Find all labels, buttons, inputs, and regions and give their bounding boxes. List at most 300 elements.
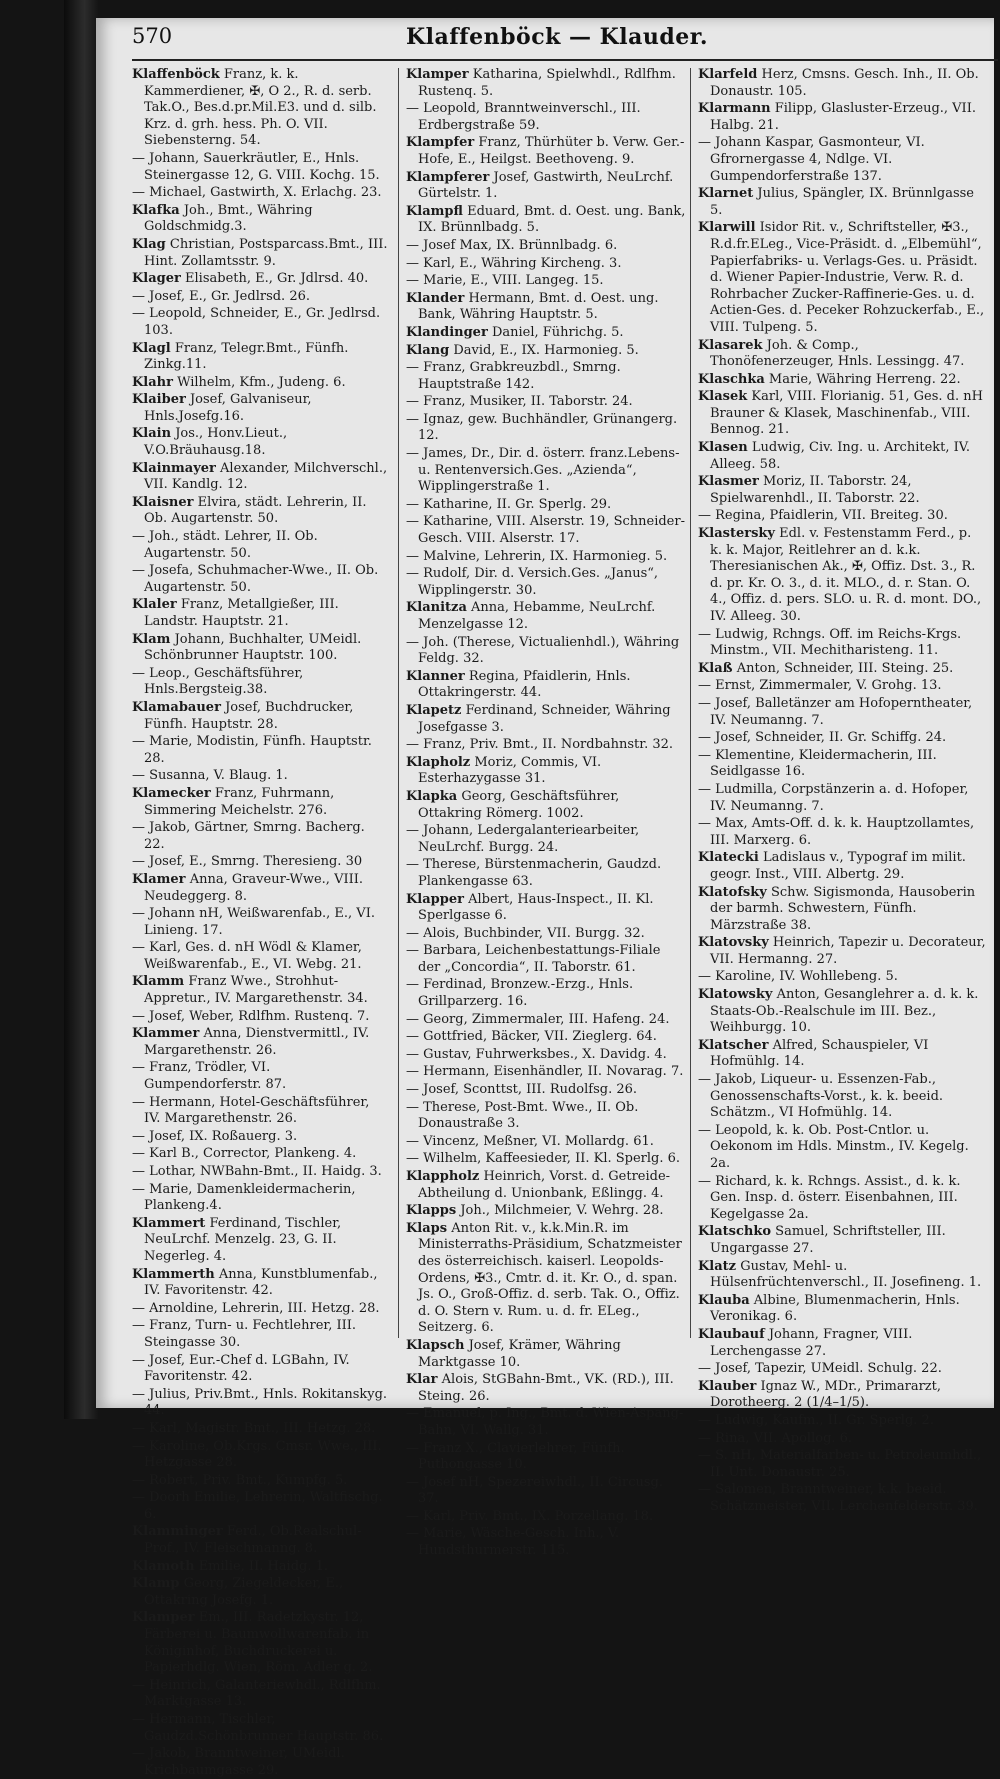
entry-surname: Klammert [132, 1215, 206, 1231]
directory-entry [698, 526, 986, 626]
directory-entry [132, 940, 388, 973]
directory-entry [132, 1353, 388, 1386]
entry-details: — Ludwig, Kaufm., II. Gr. Sperlg. 2. [698, 1412, 934, 1428]
directory-entry [132, 1095, 388, 1128]
entry-details: — Karl, Priv. Bmt., IX. Porzellang. 18. [406, 1508, 654, 1524]
entry-details: — Jakob, Branntweiner, UMeidl. Krichbaumgasse 29. [132, 1746, 345, 1778]
entry-details: Heinrich, Tapezir u. Decorateur, VII. Hermanng. 27. [710, 935, 986, 967]
directory-entry [698, 1448, 986, 1481]
directory-entry [698, 1327, 986, 1360]
entry-details: — Vincenz, Meßner, VI. Mollardg. 61. [406, 1133, 654, 1149]
entry-surname: Klagl [132, 340, 171, 356]
directory-entry [698, 987, 986, 1037]
entry-surname: Klauba [698, 1292, 750, 1308]
directory-entry [406, 394, 686, 411]
entry-details: — Doorh Emilie, Lehrerin, Waltfischg. 6. [132, 1490, 383, 1522]
entry-details: Franz, Telegr.Bmt., Fünfh. Zinkg.11. [144, 340, 349, 373]
entry-details: — Josef, Schneider, II. Gr. Schiffg. 24. [698, 730, 947, 746]
entry-details: — Marie, Wäsche-Gesch. Inh., V. Hundsthurmerstr. 115. [406, 1526, 620, 1559]
entry-surname: Klar [406, 1372, 438, 1388]
entry-details: — Jakob, Liqueur- u. Essenzen-Fab., Genossenschafts-Vorst., k. k. beeid. Schätzm., VI Hofmühlg. 14. [698, 1072, 944, 1121]
directory-entry [406, 514, 686, 547]
entry-surname: Klasarek [698, 337, 763, 353]
directory-entry [698, 678, 986, 695]
entry-details: Daniel, Führichg. 5. [491, 324, 624, 340]
entry-details: Anna, Kunstblumenfab., IV. Favoritenstr. 42. [144, 1266, 378, 1299]
directory-entry [698, 850, 986, 883]
entry-details: Eduard, Bmt. d. Oest. ung. Bank, IX. Brünnlbadg. 5. [418, 203, 686, 236]
entry-details: Julius, Spängler, IX. Brünnlgasse 5. [710, 186, 974, 218]
entry-details: Josef, Krämer, Währing Marktgasse 10. [418, 1337, 621, 1370]
entry-details: — Karl, Ges. d. nH Wödl & Klamer, Weißwarenfab., E., VI. Webg. 21. [132, 940, 362, 972]
column-3 [698, 67, 986, 1514]
entry-details: — Marie, E., VIII. Langeg. 15. [406, 273, 604, 289]
directory-entry [406, 1441, 686, 1474]
entry-details: Josef, Buchdrucker, Fünfh. Hauptstr. 28. [144, 699, 354, 732]
entry-details: Schw. Sigismonda, Hausoberin der barmh. Schwestern, Fünfh. Märzstraße 38. [710, 884, 976, 933]
directory-entry [698, 1123, 986, 1173]
entry-details: — Barbara, Leichenbestattungs-Filiale der „Concordia“, II. Taborstr. 61. [406, 943, 661, 975]
directory-entry [132, 1060, 388, 1093]
entry-details: — Karl B., Corrector, Plankeng. 4. [132, 1146, 357, 1162]
directory-entry [406, 1082, 686, 1099]
directory-entry [132, 151, 388, 184]
directory-entry [406, 1100, 686, 1133]
directory-entry [132, 820, 388, 853]
entry-details: — Johann nH, Weißwarenfab., E., VI. Linieng. 17. [132, 906, 375, 938]
entry-details: Georg, Geschäftsführer, Ottakring Römerg. 1002. [418, 788, 620, 821]
directory-entry [132, 185, 388, 202]
directory-entry [132, 1318, 388, 1351]
directory-entry [406, 892, 686, 925]
entry-surname: Klaiber [132, 392, 186, 408]
entry-surname: Klasek [698, 389, 748, 405]
page-number: 570 [132, 24, 173, 48]
directory-entry [406, 1475, 686, 1508]
directory-entry [698, 627, 986, 660]
entry-details: — Therese, Bürstenmacherin, Gaudzd. Plankengasse 63. [406, 857, 662, 889]
entry-details: — Katharine, VIII. Alserstr. 19, Schneider-Gesch. VIII. Alserstr. 17. [406, 514, 685, 547]
entry-details: — Malvine, Lehrerin, IX. Harmonieg. 5. [406, 548, 668, 564]
directory-entry [132, 1490, 388, 1523]
directory-entry [406, 600, 686, 633]
entry-surname: Klahr [132, 374, 173, 390]
directory-entry [132, 289, 388, 306]
directory-entry [406, 1012, 686, 1029]
column-1 [132, 67, 388, 1778]
directory-entry [406, 101, 686, 134]
entry-surname: Klastersky [698, 526, 775, 542]
entry-details: Regina, Pfaidlerin, Hnls. Ottakringerstr. 44. [418, 668, 631, 701]
directory-entry [698, 135, 986, 185]
entry-surname: Klamp [132, 1576, 180, 1592]
entry-details: Elvira, städt. Lehrerin, II. Ob. Augartenstr. 50. [144, 494, 367, 527]
entry-details: — Johann, Ledergalanteriearbeiter, NeuLrchf. Burgg. 24. [406, 823, 640, 855]
entry-details: Franz, k. k. Kammerdiener, ✠, O 2., R. d. serb. Tak.O., Bes.d.pr.Mil.E3. und d. silb. Krz. d. grh. hess. Ph. O. VII. Siebensterng. 54. [144, 67, 377, 149]
entry-details: Ludwig, Civ. Ing. u. Architekt, IV. Alleeg. 58. [710, 440, 971, 472]
directory-entry [698, 748, 986, 781]
entry-details: Wilhelm, Kfm., Judeng. 6. [177, 374, 346, 390]
directory-entry [132, 1164, 388, 1181]
entry-details: Josef, Gastwirth, NeuLrchf. Gürtelstr. 1. [418, 169, 674, 202]
directory-entry [698, 508, 986, 525]
entry-details: Joh. & Comp., Thonöfenerzeuger, Hnls. Lessingg. 47. [710, 337, 965, 370]
entry-surname: Klapetz [406, 702, 462, 718]
directory-entry [132, 237, 388, 270]
entry-details: — Franz, Musiker, II. Taborstr. 24. [406, 394, 633, 410]
directory-entry [132, 529, 388, 562]
directory-entry [132, 426, 388, 459]
directory-entry [406, 1221, 686, 1337]
directory-entry [406, 1406, 686, 1439]
entry-details: — Alois, Buchbinder, VII. Burgg. 32. [406, 925, 645, 941]
entry-surname: Klampferer [406, 169, 490, 185]
entry-details: — Susanna, V. Blaug. 1. [132, 768, 288, 784]
entry-details: Karl, VIII. Florianig. 51, Ges. d. nH Brauner & Klasek, Maschinenfab., VIII. Bennog. 21. [710, 389, 983, 438]
entry-details: Anton Rit. v., k.k.Min.R. im Ministerraths-Präsidium, Schatzmeister des österreichisch. kaiserl. Leopolds-Ordens, ✠3., Cmtr. d. it. Kr. O., d. span. Js. O., Groß-Offiz. d. serb. Tak. O., Offiz. d. O. Stern v. Rum. u. d. fr. ELeg., Seitzerg. 6. [418, 1220, 682, 1336]
entry-surname: Klapsch [406, 1337, 465, 1353]
directory-entry [698, 372, 986, 389]
directory-entry [132, 461, 388, 494]
directory-entry [698, 440, 986, 473]
directory-entry [406, 823, 686, 856]
entry-details: — Josef, IX. Roßauerg. 3. [132, 1128, 298, 1144]
entry-details: — Robert, Priv. Bmt., Kumpfg. 5. [132, 1472, 348, 1488]
entry-details: — Karl, E., Währing Kircheng. 3. [406, 255, 622, 271]
directory-entry [132, 1267, 388, 1300]
entry-details: — Marie, Damenkleidermacherin, Plankeng.4. [132, 1181, 356, 1214]
entry-details: Ferdinand, Tischler, NeuLrchf. Menzelg. 23, G. II. Negerleg. 4. [144, 1215, 342, 1264]
entry-details: Jos., Honv.Lieut., V.O.Bräuhausg.18. [144, 426, 288, 459]
entry-surname: Klaisner [132, 494, 194, 510]
entry-details: Joh., Bmt., Währing Goldschmidg.3. [144, 202, 313, 235]
entry-details: — Franz, Turn- u. Fechtlehrer, III. Steingasse 30. [132, 1318, 356, 1350]
entry-details: — Leopold, Schneider, E., Gr. Jedlrsd. 103. [132, 306, 381, 338]
directory-entry [132, 700, 388, 733]
entry-details: Franz, Metallgießer, III. Landstr. Hauptstr. 21. [144, 597, 339, 629]
entry-surname: Klanner [406, 668, 465, 684]
directory-entry [132, 974, 388, 1007]
directory-entry [132, 1301, 388, 1318]
directory-entry [406, 1134, 686, 1151]
running-head: Klaffenböck — Klauder. [405, 24, 708, 50]
entry-details: — Franz, Trödler, VI. Gumpendorferstr. 87. [132, 1060, 287, 1093]
directory-entry [406, 135, 686, 168]
directory-entry [406, 1372, 686, 1405]
entry-surname: Klainmayer [132, 460, 216, 476]
column-2 [406, 67, 686, 1559]
entry-surname: Klanitza [406, 600, 467, 616]
directory-entry [406, 67, 686, 100]
entry-details: — Michael, Gastwirth, X. Erlachg. 23. [132, 185, 382, 201]
directory-entry [406, 360, 686, 393]
entry-details: — Wilhelm, Kaffeesieder, II. Kl. Sperlg. 6. [406, 1151, 681, 1167]
entry-details: — Josef, E., Gr. Jedlrsd. 26. [132, 288, 311, 304]
entry-details: — Franz, Grabkreuzbdl., Smrng. Hauptstraße 142. [406, 360, 621, 392]
entry-details: Johann, Buchhalter, UMeidl. Schönbrunner Hauptstr. 100. [144, 631, 362, 664]
entry-surname: Klatofsky [698, 884, 767, 900]
entry-details: Ignaz W., MDr., Primararzt, Dorotheerg. 2 (1/4–1/5). [710, 1378, 942, 1411]
entry-details: — Josef Max, IX. Brünnlbadg. 6. [406, 237, 618, 253]
entry-details: — Marie, Modistin, Fünfh. Hauptstr. 28. [132, 734, 372, 766]
directory-entry [406, 204, 686, 237]
entry-details: Elisabeth, E., Gr. Jdlrsd. 40. [185, 271, 369, 287]
entry-details: — Josefa, Schuhmacher-Wwe., II. Ob. Augartenstr. 50. [132, 563, 379, 595]
entry-details: — Gustav, Fuhrwerksbes., X. Davidg. 4. [406, 1046, 667, 1062]
entry-details: Albine, Blumenmacherin, Hnls. Veronikag. 6. [710, 1292, 960, 1325]
entry-details: — Max, Amts-Off. d. k. k. Hauptzollamtes, III. Marxerg. 6. [698, 816, 975, 848]
directory-entry [406, 669, 686, 702]
entry-details: Edl. v. Festenstamm Ferd., p. k. k. Major, Reitlehrer an d. k.k. Theresianischen Ak., ✠, Offiz. Dst. 3., R. d. pr. Kr. O. 3., d. it. MLO., d. r. Stan. O. 4., Offiz. d. pers. SLO. u. R. d. mont. DO., IV. Alleeg. 30. [710, 526, 982, 624]
directory-entry [406, 549, 686, 566]
directory-entry [698, 1293, 986, 1326]
column-divider [690, 68, 691, 1338]
entry-details: Gustav, Mehl- u. Hülsenfrüchtenverschl., II. Josefineng. 1. [710, 1258, 982, 1291]
entry-details: — Hermann, Tischler, Gaudzd.Schönbrunner Hauptstr. 86. [132, 1712, 384, 1744]
entry-surname: Klarmann [698, 101, 771, 117]
entry-surname: Klammerth [132, 1266, 215, 1282]
entry-details: — Ludwig, Rchngs. Off. im Reichs-Krgs. Minstm., VII. Mechitharisteng. 11. [698, 626, 962, 659]
entry-surname: Klasmer [698, 474, 759, 490]
entry-surname: Klapper [406, 891, 464, 907]
directory-entry [132, 1559, 388, 1576]
directory-entry [698, 1224, 986, 1257]
entry-details: — Leopold, k. k. Ob. Post-Cntlor. u. Oekonom im Hdls. Minstm., IV. Kegelg. 2a. [698, 1122, 969, 1171]
entry-details: — Leop., Geschäftsführer, Hnls.Bergsteig.38. [132, 665, 304, 698]
entry-details: Katharina, Spielwhdl., Rdlfhm. Rustenq. 5. [418, 67, 676, 99]
entry-details: Herz, Cmsns. Gesch. Inh., II. Ob. Donaustr. 105. [710, 67, 979, 99]
directory-entry [132, 495, 388, 528]
directory-entry [132, 563, 388, 596]
entry-details: — Joh. (Therese, Victualienhdl.), Währing Feldg. 32. [406, 634, 680, 667]
entry-surname: Klatschko [698, 1224, 772, 1240]
entry-details: Ferdinand, Schneider, Währing Josefgasse 3. [418, 702, 671, 735]
entry-details: Anna, Hebamme, NeuLrchf. Menzelgasse 12. [418, 600, 656, 632]
entry-surname: Klamper [132, 1610, 195, 1626]
entry-surname: Klain [132, 426, 172, 442]
directory-entry [132, 1146, 388, 1163]
entry-surname: Klamm [132, 974, 185, 990]
directory-entry [406, 977, 686, 1010]
directory-entry [132, 1678, 388, 1711]
entry-details: — Rudolf, Dir. d. Versich.Ges. „Janus“, Wipplingerstr. 30. [406, 566, 659, 598]
entry-details: Franz, Thürhüter b. Verw. Ger.-Hofe, E., Heilgst. Beethoveng. 9. [418, 135, 685, 167]
directory-entry [698, 1379, 986, 1412]
directory-entry [698, 1072, 986, 1122]
directory-entry [406, 256, 686, 273]
entry-details: — Johann Kaspar, Gasmonteur, VI. Gfrornergasse 4, Ndlge. VI. Gumpendorferstraße 137. [698, 135, 925, 184]
entry-details: Johann, Fragner, VIII. Lerchengasse 27. [710, 1326, 913, 1359]
directory-entry [406, 755, 686, 788]
directory-entry [698, 220, 986, 336]
directory-entry [132, 1439, 388, 1472]
entry-details: Anna, Graveur-Wwe., VIII. Neudeggerg. 8. [144, 871, 363, 904]
directory-entry [698, 474, 986, 507]
entry-details: — Klementine, Kleidermacherin, III. Seidlgasse 16. [698, 747, 937, 780]
directory-entry [406, 446, 686, 496]
entry-surname: Klammer [132, 1026, 200, 1042]
entry-details: Alfred, Schauspieler, VI Hofmühlg. 14. [710, 1037, 929, 1070]
directory-entry [698, 101, 986, 134]
directory-entry [698, 1413, 986, 1430]
entry-details: David, E., IX. Harmonieg. 5. [453, 342, 639, 358]
entry-surname: Klappholz [406, 1169, 480, 1184]
directory-entry [132, 67, 388, 150]
entry-details: — Hermann, Eisenhändler, II. Novarag. 7. [406, 1064, 684, 1080]
entry-details: — Ignaz, gew. Buchhändler, Grünangerg. 12. [406, 411, 678, 444]
directory-entry [132, 1216, 388, 1266]
directory-entry [698, 389, 986, 439]
entry-details: — Ludmilla, Corpstänzerin a. d. Hofoper, IV. Neumanng. 7. [698, 781, 969, 814]
entry-surname: Klamabauer [132, 699, 221, 715]
directory-entry [132, 1610, 388, 1676]
directory-entry [132, 872, 388, 905]
entry-surname: Klapholz [406, 754, 471, 770]
entry-surname: Klatecki [698, 850, 759, 866]
directory-entry [132, 854, 388, 871]
entry-details: — Franz X., Clavierlehrer, Fünfh. Puthongasse 10. [406, 1440, 625, 1473]
directory-entry [406, 1169, 686, 1202]
directory-entry [406, 238, 686, 255]
entry-details: — Regina, Pfaidlerin, VII. Breiteg. 30. [698, 508, 948, 524]
directory-entry [132, 906, 388, 939]
directory-entry [406, 412, 686, 445]
directory-entry [698, 885, 986, 935]
entry-details: — Ferdinad, Bronzew.-Erzg., Hnls. Grillparzerg. 16. [406, 977, 634, 1010]
entry-surname: Klampfer [406, 135, 475, 151]
entry-details: — Joh., städt. Lehrer, II. Ob. Augartenstr. 50. [132, 529, 318, 561]
directory-entry [406, 1526, 686, 1559]
entry-details: Heinrich, Vorst. d. Getreide-Abtheilung d. Unionbank, Eßlingg. 4. [418, 1169, 671, 1201]
directory-entry [406, 857, 686, 890]
directory-entry [698, 935, 986, 968]
entry-details: Anton, Gesanglehrer a. d. k. k. Staats-Ob.-Realschule im III. Bez., Weihburgg. 10. [710, 987, 979, 1036]
directory-entry [132, 1387, 388, 1420]
entry-details: Hermann, Bmt. d. Oest. ung. Bank, Währing Hauptstr. 5. [418, 290, 659, 323]
entry-surname: Klamoth [132, 1558, 195, 1574]
directory-entry [406, 1064, 686, 1081]
directory-entry [698, 338, 986, 371]
directory-entry [406, 943, 686, 976]
directory-entry [132, 375, 388, 392]
entry-surname: Klauber [698, 1378, 757, 1394]
entry-surname: Klamer [132, 871, 186, 887]
entry-surname: Klatowsky [698, 987, 773, 1003]
entry-details: Joh., Milchmeier, V. Wehrg. 28. [460, 1203, 664, 1219]
entry-details: Ladislaus v., Typograf im milit. geogr. Inst., VIII. Albertg. 29. [710, 850, 966, 882]
directory-entry [698, 1174, 986, 1224]
entry-surname: Klapka [406, 788, 458, 804]
entry-details: Christian, Postsparcass.Bmt., III. Hint. Zollamtsstr. 9. [144, 236, 388, 269]
directory-entry [132, 306, 388, 339]
directory-entry [406, 789, 686, 822]
entry-surname: Klarnet [698, 186, 754, 202]
entry-details: — Karl, Magistr. Bmt., III. Hetzg. 28. [132, 1420, 376, 1436]
entry-details: Georg, Ziegeldecker, E., Ottakring Josefg. 1. [144, 1576, 344, 1608]
directory-entry [132, 1026, 388, 1059]
directory-entry [406, 1509, 686, 1526]
directory-entry [406, 497, 686, 514]
entry-details: — Josef, Sconttst, III. Rudolfsg. 26. [406, 1082, 638, 1098]
directory-entry [132, 1421, 388, 1438]
directory-entry [698, 1259, 986, 1292]
directory-entry [132, 1009, 388, 1026]
directory-entry [698, 969, 986, 986]
directory-entry [406, 1151, 686, 1168]
entry-details: Samuel, Schriftsteller, III. Ungargasse 27. [710, 1224, 946, 1256]
directory-entry [698, 67, 986, 100]
directory-entry [698, 661, 986, 678]
directory-entry [698, 782, 986, 815]
entry-details: — Heinrich, Galanteriewhdl., Rdlfhm. Marktgasse 13. [132, 1677, 381, 1710]
entry-surname: Klasen [698, 440, 748, 456]
entry-details: — S. nH, Materialfarben- u. Petroleumhdl., II. Unt. Donaustr. 25. [698, 1448, 982, 1480]
entry-surname: Klarfeld [698, 67, 758, 82]
entry-surname: Klafka [132, 202, 180, 218]
entry-details: Anna, Dienstvermittl., IV. Margarethenstr. 26. [144, 1026, 370, 1058]
header-rule [132, 59, 998, 61]
entry-surname: Klang [406, 342, 450, 358]
directory-entry [406, 703, 686, 736]
entry-details: Isidor Rit. v., Schriftsteller, ✠3., R.d.fr.ELeg., Vice-Präsidt. d. „Elbemühl“, Papierfabriks- u. Verlags-Ges. u. Präsidt. d. Wiener Papier-Industrie, Verw. R. d. Rohrbacher Zucker-Raffinerie-Ges. u. d. Actien-Ges. d. Peceker Rohzuckerfab., E., VIII. Tulpeng. 5. [710, 220, 985, 335]
directory-entry [132, 1746, 388, 1779]
entry-details: — Julius, Priv.Bmt., Hnls. Rokitanskyg. 44. [132, 1386, 388, 1419]
entry-details: — Salomen, Branntweiner, k.k. beeid. Schätzmeister, VII. Lerchenfelderstr. 39. [698, 1482, 978, 1514]
entry-surname: Klaffenböck [132, 67, 220, 82]
entry-details: — Jakob, Gärtner, Smrng. Bacherg. 22. [132, 820, 365, 852]
entry-surname: Klager [132, 271, 181, 287]
entry-surname: Klamminger [132, 1524, 223, 1540]
directory-entry [132, 1473, 388, 1490]
directory-entry [132, 1712, 388, 1745]
directory-entry [698, 1038, 986, 1071]
entry-details: Filipp, Glasluster-Erzeug., VII. Halbg. 21. [710, 101, 976, 133]
entry-surname: Klapps [406, 1203, 457, 1219]
entry-details: — Josef, E., Smrng. Theresieng. 30 [132, 854, 363, 870]
directory-entry [132, 786, 388, 819]
directory-entry [132, 392, 388, 425]
entry-details: Albert, Haus-Inspect., II. Kl. Sperlgasse 6. [418, 891, 654, 924]
directory-entry [698, 696, 986, 729]
entry-details: — Johann, Sauerkräutler, E., Hnls. Steinergasse 12, G. VIII. Kochg. 15. [132, 150, 380, 183]
entry-details: — Ernst, Zimmermaler, V. Grohg. 13. [698, 678, 942, 694]
directory-entry [406, 1029, 686, 1046]
entry-surname: Klatscher [698, 1037, 769, 1053]
directory-entry [132, 734, 388, 767]
directory-entry [406, 635, 686, 668]
directory-entry [698, 1431, 986, 1448]
entry-details: — Richard, k. k. Rchngs. Assist., d. k. k. Gen. Insp. d. österr. Eisenbahnen, III. Kegelgasse 2a. [698, 1173, 961, 1222]
entry-details: — Gottfried, Bäcker, VII. Zieglerg. 64. [406, 1029, 657, 1045]
directory-entry [406, 273, 686, 290]
directory-entry [132, 768, 388, 785]
entry-details: Josef, Galvaniseur, Hnls.Josefg.16. [144, 392, 312, 424]
directory-entry [698, 1482, 986, 1515]
entry-surname: Klaschka [698, 371, 765, 387]
entry-surname: Klarwill [698, 220, 756, 236]
entry-details: — Franz, Priv. Bmt., II. Nordbahnstr. 32. [406, 737, 674, 753]
entry-details: Ferd., Ob.Realschul-Prof., IV. Fleischmanng. 8. [144, 1524, 362, 1557]
entry-surname: Klander [406, 290, 465, 306]
entry-details: Anton, Schneider, III. Steing. 25. [736, 660, 954, 676]
entry-details: — Josef, Weber, Rdlfhm. Rustenq. 7. [132, 1008, 370, 1024]
entry-details: Moriz, II. Taborstr. 24, Spielwarenhdl., II. Taborstr. 22. [710, 474, 920, 506]
book-spine-shadow [64, 0, 98, 1419]
directory-entry [406, 737, 686, 754]
entry-surname: Klamecker [132, 785, 211, 801]
directory-entry [406, 1203, 686, 1220]
entry-surname: Klaß [698, 660, 733, 676]
